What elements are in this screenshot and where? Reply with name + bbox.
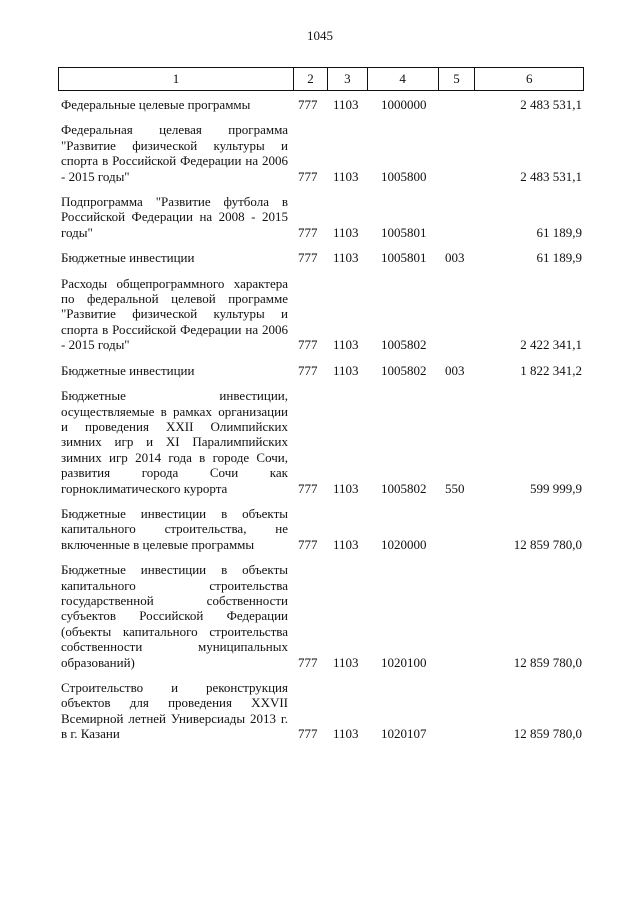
row-col-4: 1005802 bbox=[381, 337, 427, 353]
row-col-3: 1103 bbox=[333, 224, 359, 240]
row-name: Бюджетные инвестиции в объекты капитального строительства государственной собственности субъектов Российской Федерации (объекты капитального строительства собственности муниципальных образований) bbox=[61, 562, 288, 670]
table-row bbox=[58, 680, 584, 742]
row-col-2: 777 bbox=[298, 480, 318, 496]
row-col-4: 1005801 bbox=[381, 224, 427, 240]
row-col-5: 550 bbox=[445, 480, 465, 496]
row-col-2: 777 bbox=[298, 97, 318, 112]
row-col-4: 1005802 bbox=[381, 362, 427, 378]
row-col-4: 1000000 bbox=[381, 97, 427, 112]
header-col-6: 6 bbox=[525, 71, 533, 87]
table-row bbox=[58, 276, 584, 353]
row-name: Бюджетные инвестиции bbox=[61, 362, 195, 378]
row-col-2: 777 bbox=[298, 337, 318, 353]
row-name: Строительство и реконструкция объектов для проведения XXVII Всемирной летней Универсиады 2013 г. в г. Казани bbox=[61, 680, 288, 742]
table-row bbox=[58, 250, 584, 265]
row-amount: 61 189,9 bbox=[536, 250, 582, 266]
row-amount: 12 859 780,0 bbox=[513, 654, 582, 670]
row-name: Расходы общепрограммного характера по федеральной целевой программе "Развитие физической культуры и спорта в Российской Федерации на 2006 - 2015 годы" bbox=[61, 275, 288, 353]
header-col-5: 5 bbox=[439, 68, 476, 90]
table-row bbox=[58, 363, 584, 378]
table-row bbox=[58, 97, 584, 112]
header-col-1: 1 bbox=[59, 68, 294, 90]
page-number: 1045 bbox=[307, 28, 333, 43]
row-name: Бюджетные инвестиции, осуществляемые в рамках организации и проведения XXII Олимпийских зимних игр и XI Паралимпийских зимних игр 2014 года в городе Сочи, развития города Сочи как горноклиматического курорта bbox=[61, 388, 288, 496]
row-col-3: 1103 bbox=[333, 362, 359, 378]
table-row bbox=[58, 122, 584, 184]
row-amount: 12 859 780,0 bbox=[513, 726, 582, 742]
row-col-4: 1005801 bbox=[381, 250, 427, 266]
row-col-4: 1005802 bbox=[381, 480, 427, 496]
table-body bbox=[58, 97, 584, 742]
row-name: Подпрограмма "Развитие футбола в Российской Федерации на 2008 - 2015 годы" bbox=[61, 194, 288, 240]
row-col-2: 777 bbox=[298, 250, 318, 266]
row-name: Федеральные целевые программы bbox=[61, 97, 251, 112]
row-col-4: 1020107 bbox=[381, 726, 427, 742]
budget-table bbox=[58, 67, 584, 742]
row-col-2: 777 bbox=[298, 654, 318, 670]
row-amount: 1 822 341,2 bbox=[520, 362, 582, 378]
row-amount: 2 422 341,1 bbox=[520, 337, 582, 353]
table-row bbox=[58, 388, 584, 496]
row-amount: 61 189,9 bbox=[536, 224, 582, 240]
row-col-3: 1103 bbox=[333, 97, 359, 112]
row-col-4: 1005800 bbox=[381, 168, 427, 184]
row-col-2: 777 bbox=[298, 168, 318, 184]
row-col-4: 1020000 bbox=[381, 536, 427, 552]
row-amount: 12 859 780,0 bbox=[513, 536, 582, 552]
row-col-3: 1103 bbox=[333, 480, 359, 496]
row-col-2: 777 bbox=[298, 536, 318, 552]
row-col-3: 1103 bbox=[333, 168, 359, 184]
header-col-2: 2 bbox=[294, 68, 328, 90]
row-col-3: 1103 bbox=[333, 654, 359, 670]
header-col-4: 4 bbox=[368, 68, 439, 90]
row-name: Бюджетные инвестиции в объекты капитального строительства, не включенные в целевые программы bbox=[61, 505, 288, 552]
header-col-3: 3 bbox=[328, 68, 368, 90]
row-col-3: 1103 bbox=[333, 536, 359, 552]
table-row bbox=[58, 562, 584, 670]
row-name: Федеральная целевая программа "Развитие физической культуры и спорта в Российской Федерации на 2006 - 2015 годы" bbox=[61, 122, 288, 184]
row-name: Бюджетные инвестиции bbox=[61, 250, 195, 266]
row-col-5: 003 bbox=[445, 362, 465, 378]
row-col-4: 1020100 bbox=[381, 654, 427, 670]
table-row bbox=[58, 194, 584, 240]
row-col-3: 1103 bbox=[333, 250, 359, 266]
row-amount: 2 483 531,1 bbox=[520, 168, 582, 184]
row-col-3: 1103 bbox=[333, 337, 359, 353]
row-col-3: 1103 bbox=[333, 726, 359, 742]
table-header bbox=[58, 67, 584, 91]
row-amount: 2 483 531,1 bbox=[520, 97, 582, 112]
row-col-2: 777 bbox=[298, 224, 318, 240]
table-row bbox=[58, 506, 584, 552]
row-col-5: 003 bbox=[445, 250, 465, 266]
row-amount: 599 999,9 bbox=[530, 480, 582, 496]
row-col-2: 777 bbox=[298, 362, 318, 378]
row-col-2: 777 bbox=[298, 726, 318, 742]
